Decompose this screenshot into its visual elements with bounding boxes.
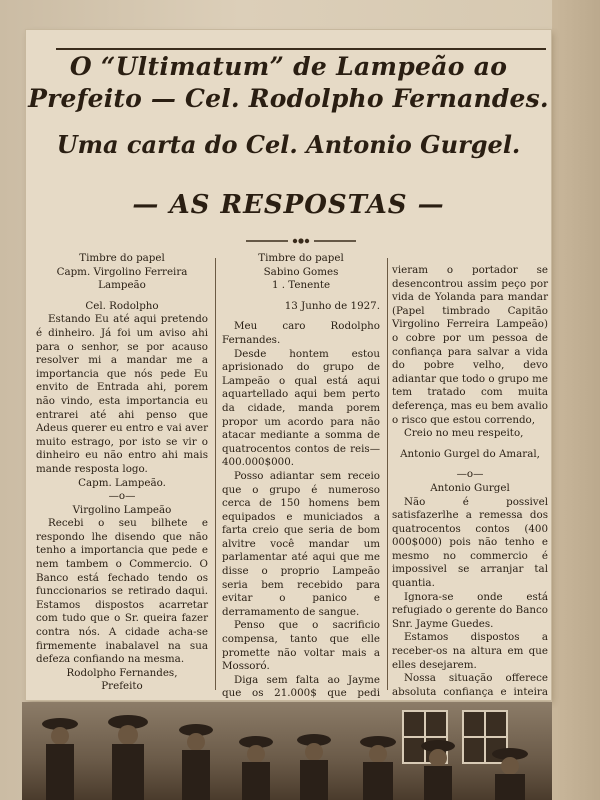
letterhead-line: 1 . Tenente [271, 279, 331, 292]
letterhead-line: Lampeão [98, 279, 146, 292]
separator: —o— [456, 468, 484, 481]
letter-body: Recebi o seu bilhete e respondo lhe disendo que não tenho a importancia que pede e nem tambem o Commercio. O Banco está fechado tendo os funccionarios se retirado daqui. Estamos dispostos acarretar com tudo que o Sr. queira fazer contra nós. A cidade acha-se firmemente inabalavel na sua defeza confiando na mesma. [36, 517, 208, 666]
board-edge [552, 0, 600, 800]
letterhead-line: Sabino Gomes [263, 265, 339, 278]
letter-body: Nossa situação offerece absoluta confiança e inteira [392, 672, 548, 698]
letter-body: Não é possivel satisfazerlhe a remessa dos quatrocentos contos (400 000$000) pois não tenho e mesmo no commercio é impossivel se arranjar tal quantia. [392, 495, 548, 590]
letter-body: Posso adiantar sem receio que o grupo é numeroso cerca de 150 homens bem equipados e municiados a farta creio que seria de bom alvitre você mandar um parlamentar até aqui que me disse o proprio Lampeão seria bem recebido para evitar o panico e derramamento de sangue. [222, 469, 380, 618]
ornament-divider [246, 236, 356, 246]
signature: Rodolpho Fernandes, [66, 666, 178, 679]
letter-body: Ignora-se onde está refugiado o gerente do Banco Snr. Jayme Guedes. [392, 590, 548, 630]
letterhead-line: Timbre do papel [258, 252, 344, 264]
column-2 [222, 252, 380, 728]
letterhead-line: Capm. Virgolino Ferreira [56, 265, 188, 278]
addressee: Virgolino Lampeão [72, 503, 172, 516]
newspaper-clipping [26, 30, 551, 700]
separator: —o— [108, 490, 136, 503]
letterhead-line: Timbre do papel [79, 252, 165, 264]
addressee: Antonio Gurgel [430, 481, 510, 494]
letter-body: Desde hontem estou aprisionado do grupo de Lampeão o qual está aqui aquartellado aqui bem perto da cidade, manda porem propor um acordo para não atacar mediante a somma de quatrocentos contos de reis—400.000$000. [222, 347, 380, 469]
section-heading: — AS RESPOSTAS — [132, 190, 445, 220]
column-rule-1 [215, 258, 216, 690]
column-3 [392, 264, 548, 734]
letter-body: Estando Eu até aqui pretendo é dinheiro. Já foi um aviso ahi para o senhor, se por acauso resolver mi a mandar me a importancia que nós pede Eu envito de Entrada ahi, porem não vindo, esta importancia eu entrarei até ahi penso que Adeus querer eu entro e vai aver muito estrago, por isto se vir o dinheiro eu não entro ahi mais mande resposta logo. [36, 313, 208, 475]
column-1 [36, 252, 208, 694]
headline-line-2: Prefeito — Cel. Rodolpho Fernandes. [28, 84, 549, 113]
group-photograph [22, 702, 552, 800]
top-rule [56, 48, 546, 50]
letter-body: Diga sem falta ao Jayme que os 21.000$ que pedi [222, 673, 380, 700]
signature: Capm. Lampeão. [78, 476, 166, 489]
salutation: Cel. Rodolpho [85, 299, 159, 312]
headline-line-1: O “Ultimatum” de Lampeão ao [69, 52, 508, 81]
column-rule-2 [387, 258, 388, 690]
signature: Antonio Gurgel do Amaral, [400, 447, 540, 460]
letter-body: vieram o portador se desencontrou assim peço por vida de Yolanda para mandar (Papel timbrado Capitão Virgolino Ferreira Lampeão) o cobre por um pessoa de confiança para salvar a vida do pobre velho, devo adiantar que todo o grupo me tem tratado com muita deferença, mas eu bem avalio o risco que estou correndo, [392, 264, 548, 426]
letter-body: Estamos dispostos a receber-os na altura em que elles desejarem. [392, 631, 548, 671]
letter-date: 13 Junho de 1927. [284, 299, 380, 312]
subheadline: Uma carta do Cel. Antonio Gurgel. [56, 130, 521, 159]
photo-figures [22, 702, 552, 800]
closing: Creio no meu respeito, [404, 427, 524, 440]
salutation: Meu caro Rodolpho Fernandes. [222, 320, 380, 346]
signature-title: Prefeito [101, 680, 143, 693]
letter-body: Penso que o sacrificio compensa, tanto que elle promette não voltar mais a Mossoró. [222, 619, 380, 673]
